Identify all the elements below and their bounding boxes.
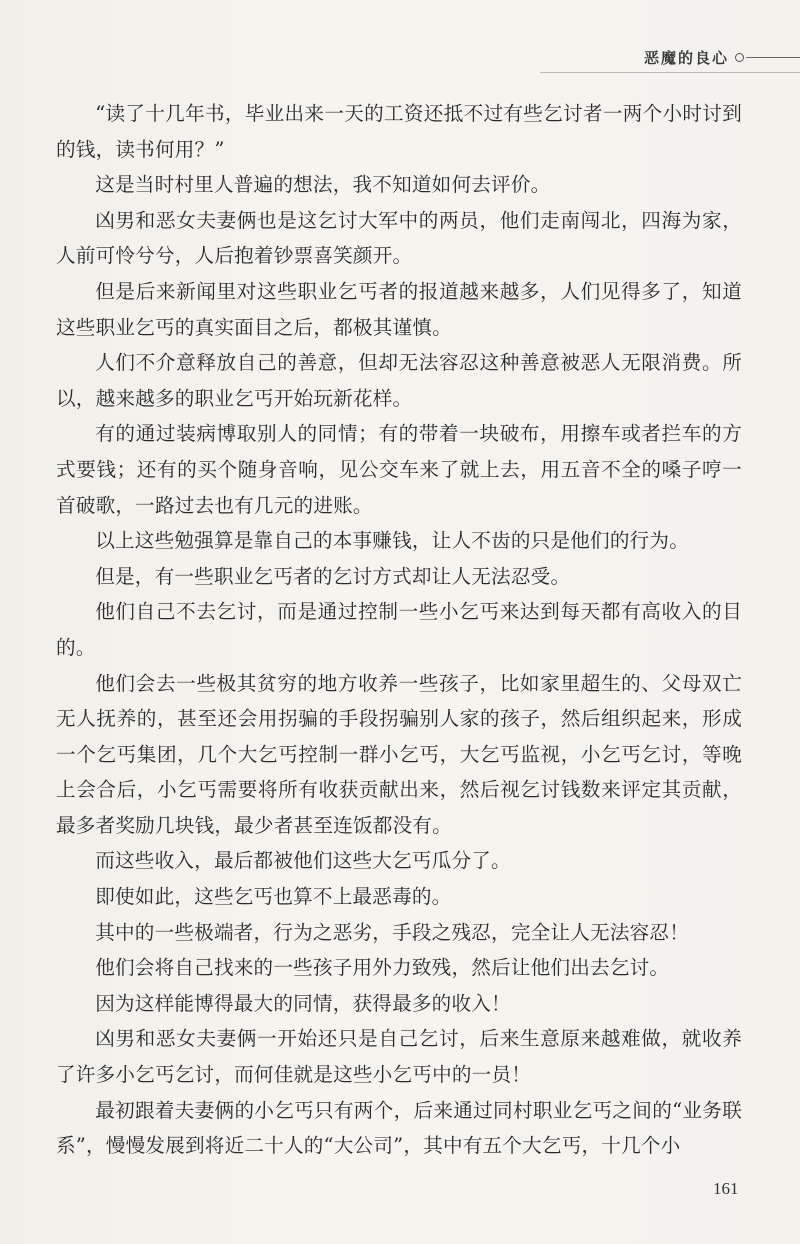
paragraph: 最初跟着夫妻俩的小乞丐只有两个，后来通过同村职业乞丐之间的“业务联系”，慢慢发展到将近二十人的“大公司”，其中有五个大乞丐，十几个小 xyxy=(56,1098,742,1158)
running-header xyxy=(644,44,800,70)
paragraph: 但是后来新闻里对这些职业乞丐者的报道越来越多，人们见得多了，知道这些职业乞丐的真实面目之后，都极其谨慎。 xyxy=(56,279,742,339)
paragraph: “读了十几年书，毕业出来一天的工资还抵不过有些乞讨者一两个小时讨到的钱，读书何用？” xyxy=(56,102,742,161)
paragraph: 其中的一些极端者，行为之恶劣，手段之残忍，完全让人无法容忍！ xyxy=(95,920,689,944)
paragraph: 但是，有一些职业乞丐者的乞讨方式却让人无法忍受。 xyxy=(95,564,571,588)
paragraph: 有的通过装病博取别人的同情；有的带着一块破布，用擦车或者拦车的方式要钱；还有的买个随身音响，见公交车来了就上去，用五音不全的嗓子哼一首破歌，一路过去也有几元的进账。 xyxy=(56,422,742,517)
paragraph: 以上这些勉强算是靠自己的本事赚钱，让人不齿的只是他们的行为。 xyxy=(95,529,689,553)
paragraph: 凶男和恶女夫妻俩一开始还只是自己乞讨，后来生意原来越难做，就收养了许多小乞丐乞讨，而何佳就是这些小乞丐中的一员！ xyxy=(56,1027,742,1087)
header-divider xyxy=(540,72,800,73)
paragraph: 因为这样能博得最大的同情，获得最多的收入！ xyxy=(95,991,511,1015)
paragraph: 而这些收入，最后都被他们这些大乞丐瓜分了。 xyxy=(95,849,511,873)
paragraph: 他们会将自己找来的一些孩子用外力致残，然后让他们出去乞讨。 xyxy=(95,956,670,980)
paragraph: 即使如此，这些乞丐也算不上最恶毒的。 xyxy=(95,885,452,909)
paragraph: 他们会去一些极其贫穷的地方收养一些孩子，比如家里超生的、父母双亡无人抚养的，甚至还会用拐骗的手段拐骗别人家的孩子，然后组织起来，形成一个乞丐集团，几个大乞丐控制一群小乞丐，大乞丐监视，小乞丐乞讨，等晚上会合后，小乞丐需要将所有收获贡献出来，然后视乞讨钱数来评定其贡献，最多者奖励几块钱，最少者甚至连饭都没有。 xyxy=(56,671,742,837)
paragraph: 他们自己不去乞讨，而是通过控制一些小乞丐来达到每天都有高收入的目的。 xyxy=(56,600,742,659)
header-ornament-icon xyxy=(735,53,744,62)
paragraph: 凶男和恶女夫妻俩也是这乞讨大军中的两员，他们走南闯北，四海为家，人前可怜兮兮，人后抱着钞票喜笑颜开。 xyxy=(56,208,742,268)
paragraph: 这是当时村里人普遍的想法，我不知道如何去评价。 xyxy=(95,173,551,197)
page-number: 161 xyxy=(713,1179,739,1198)
running-title: 恶魔的良心 xyxy=(643,48,729,67)
paragraph: 人们不介意释放自己的善意，但却无法容忍这种善意被恶人无限消费。所以，越来越多的职业乞丐开始玩新花样。 xyxy=(56,351,742,410)
body-text xyxy=(56,96,742,1164)
header-rule xyxy=(746,57,800,58)
